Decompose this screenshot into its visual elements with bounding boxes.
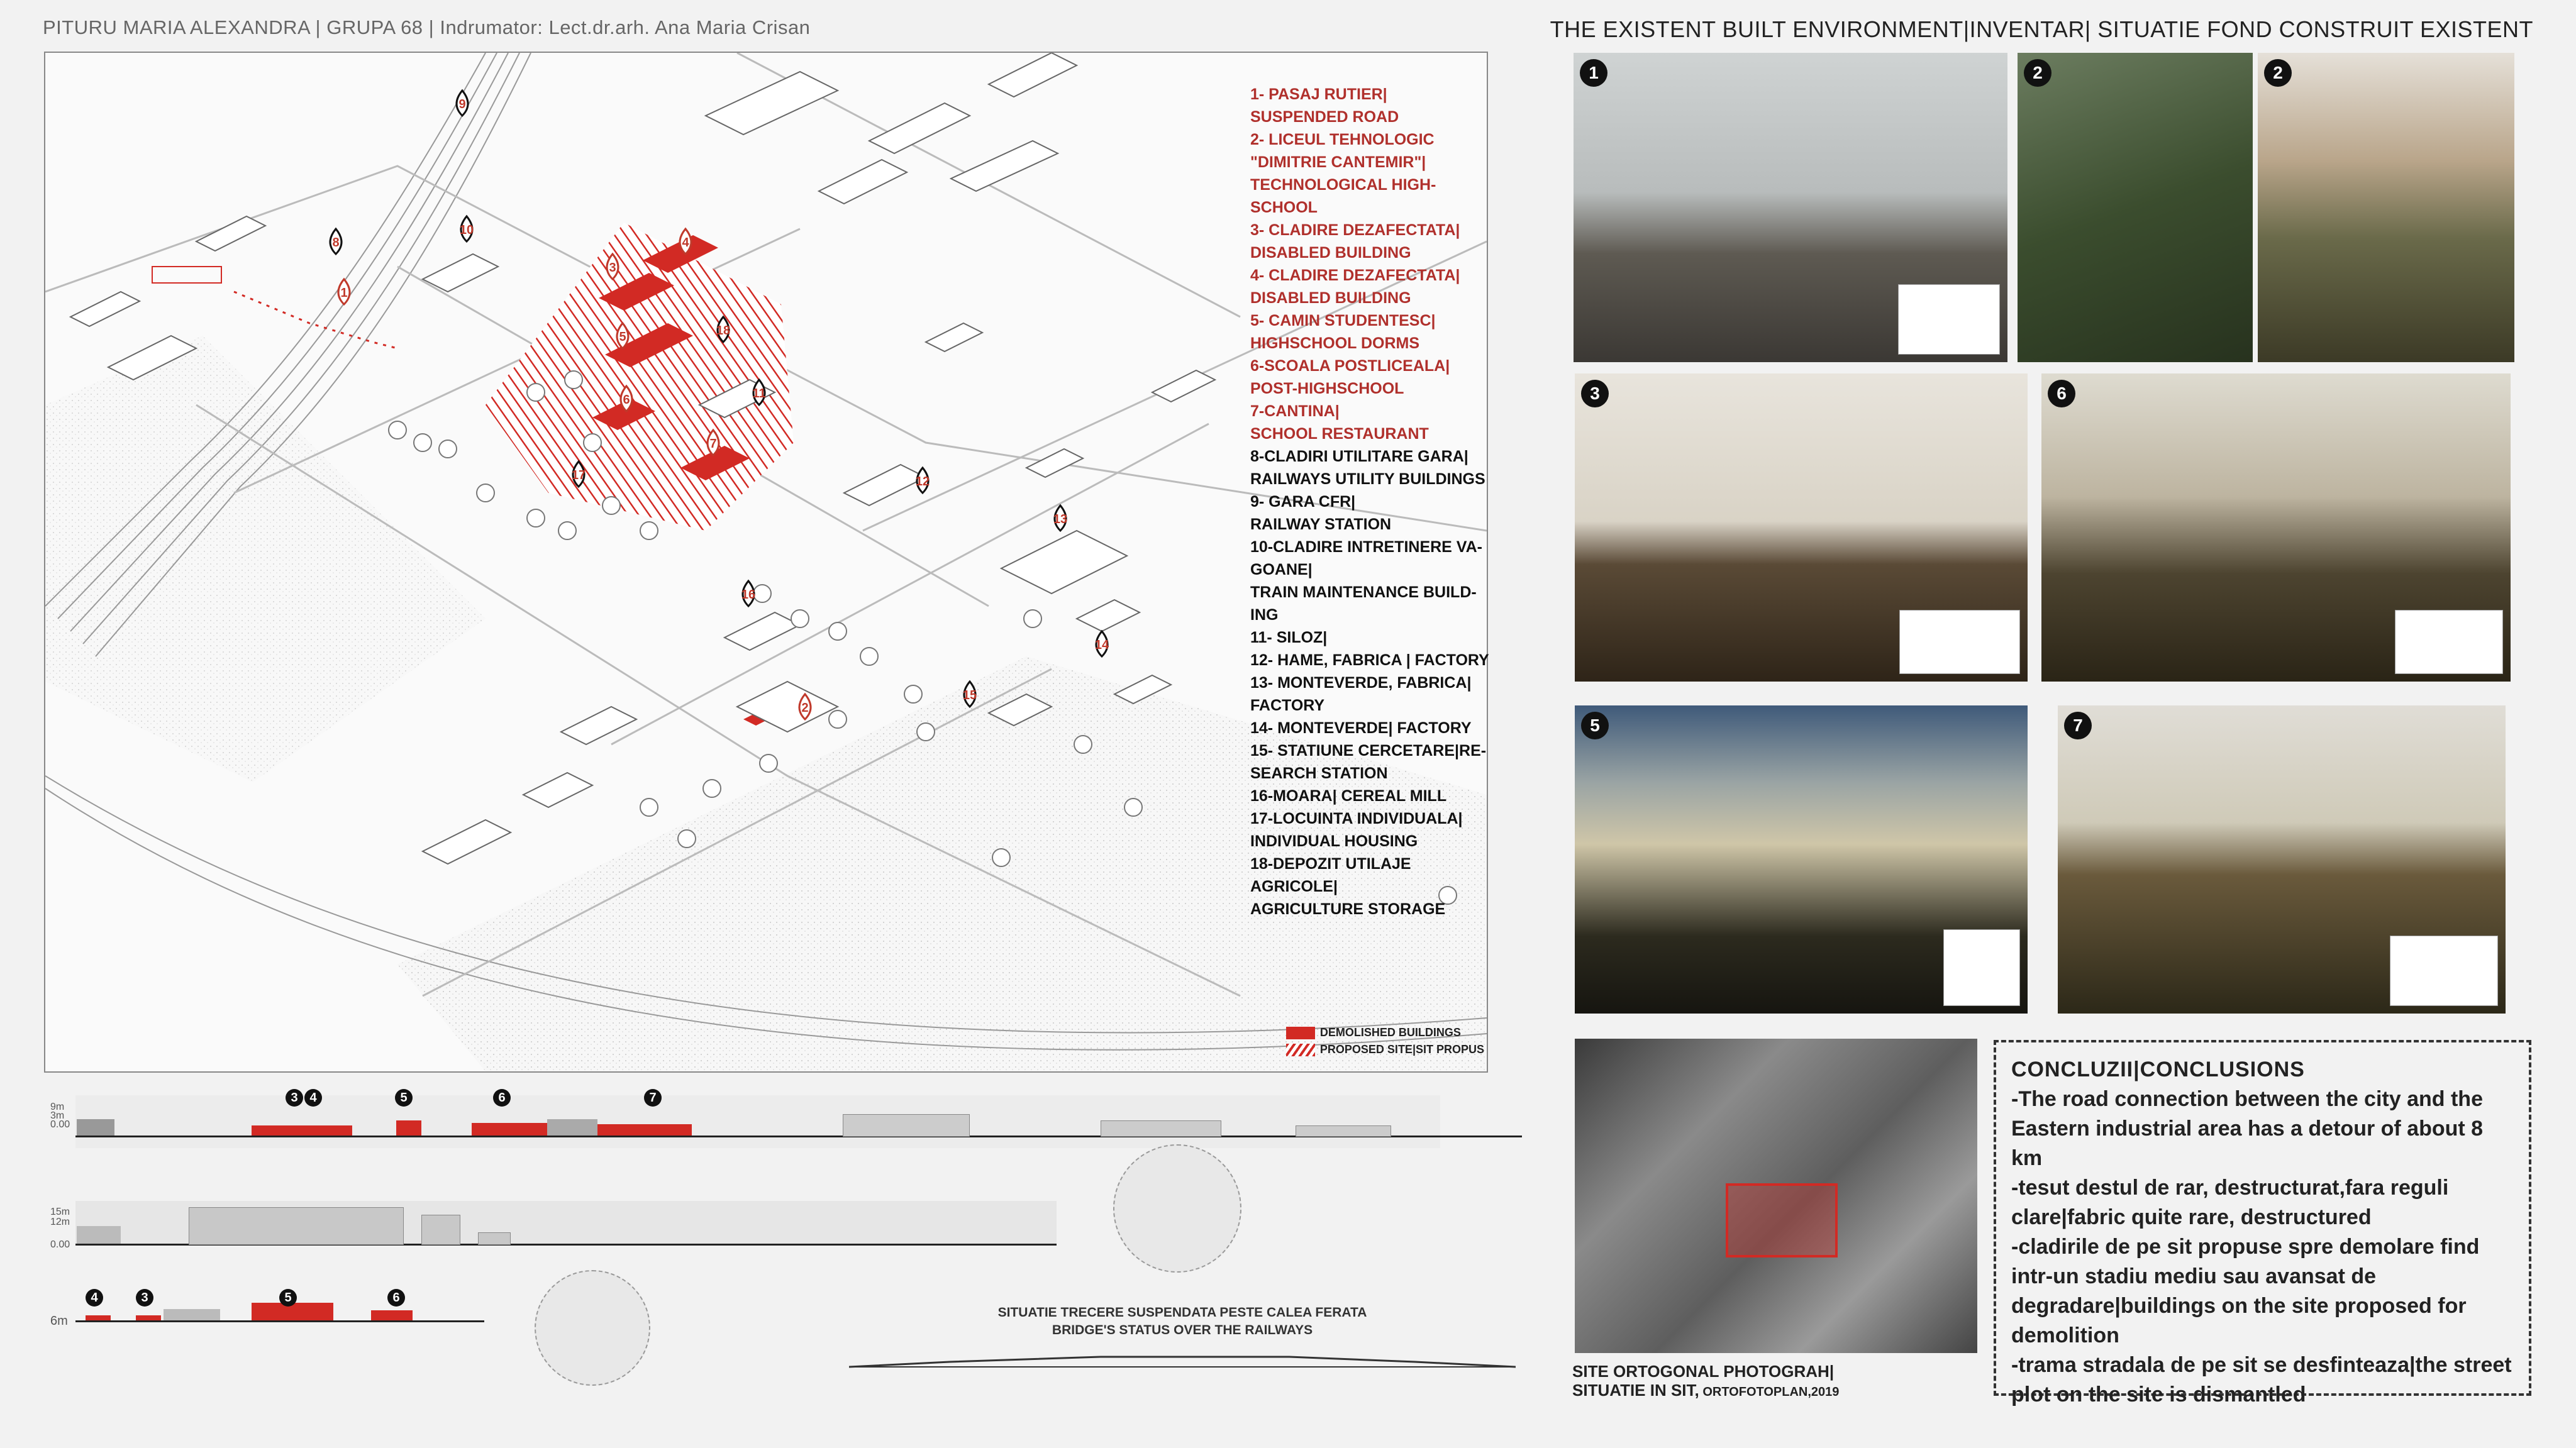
svg-text:4: 4 <box>682 236 689 250</box>
photo-number: 2 <box>2024 59 2051 87</box>
map-pin-9 <box>457 91 468 116</box>
section-marker: 5 <box>395 1089 413 1107</box>
bridge-title-en: BRIDGE'S STATUS OVER THE RAILWAYS <box>1052 1323 1313 1337</box>
section-building <box>1296 1125 1391 1137</box>
site-photo-2b <box>2258 53 2514 362</box>
legend-item: 7-CANTINA| SCHOOL RESTAURANT <box>1250 402 1429 443</box>
svg-text:18: 18 <box>716 324 731 338</box>
svg-text:7: 7 <box>709 437 717 451</box>
section-building-red <box>371 1310 413 1320</box>
site-photo-6 <box>2041 373 2511 682</box>
legend-item: 5- CAMIN STUDENTESC| HIGHSCHOOL DORMS <box>1250 312 1436 352</box>
section-building-red <box>86 1315 111 1320</box>
svg-text:11: 11 <box>752 387 766 401</box>
section-marker: 5 <box>279 1289 297 1307</box>
section-1-scale: 9m 3m 0.00 <box>50 1102 70 1130</box>
caption-main: SITE ORTOGONAL PHOTOGRAH| SITUATIE IN SIT, <box>1572 1362 1835 1400</box>
site-photo-1 <box>1574 53 2007 362</box>
section-2 <box>44 1201 1082 1251</box>
legend-item: 11- SILOZ| <box>1250 629 1328 646</box>
legend-item: 14- MONTEVERDE| FACTORY <box>1250 719 1472 737</box>
svg-text:2: 2 <box>801 701 809 715</box>
site-photo-3 <box>1575 373 2028 682</box>
demolished-swatch <box>1286 1027 1315 1039</box>
photo-number: 5 <box>1581 712 1609 739</box>
svg-text:12: 12 <box>915 475 930 489</box>
location-inset <box>2395 610 2503 674</box>
photo-number: 7 <box>2064 712 2092 739</box>
site-swatch <box>1286 1044 1315 1056</box>
key-site-label: PROPOSED SITE|SIT PROPUS <box>1319 1043 1484 1056</box>
section-2-scale: 15m 12m 0.00 <box>50 1207 70 1250</box>
conclusions-text: -The road connection between the city and the Eastern industrial area has a detour of about 8 km -tesut destul de rar, destructurat,fara reguli clare|fabric quite rare, destructured -cladirile de pe sit propuse spre demolare find intr-un stadiu mediu sau avansat de degradare|buildings on the site proposed for demolition -trama stradala de pe sit se desfinteaza|the street plot on the site is dismantled <box>2011 1087 2512 1407</box>
svg-text:1: 1 <box>340 286 348 300</box>
sections-area <box>44 1081 1491 1346</box>
location-inset <box>2390 936 2498 1006</box>
bridge-section-title <box>849 1304 1516 1339</box>
site-highlight <box>1726 1183 1838 1257</box>
photo-number: 3 <box>1581 380 1609 407</box>
caption-small: ORTOFOTOPLAN,2019 <box>1699 1385 1840 1399</box>
section-building-red <box>136 1315 161 1320</box>
legend-item: 18-DEPOZIT UTILAJE AGRICOLE| AGRICULTURE STORAGE <box>1250 855 1446 918</box>
map-pin-8 <box>330 229 341 254</box>
location-inset <box>1899 610 2020 674</box>
section-building <box>189 1207 404 1245</box>
section-marker: 4 <box>304 1089 322 1107</box>
section-2-key-plan <box>1113 1144 1241 1273</box>
section-building <box>77 1119 114 1136</box>
proposed-site-area <box>486 223 794 531</box>
section-building <box>478 1232 511 1245</box>
legend-item: 15- STATIUNE CERCETARE|RE- SEARCH STATION <box>1250 742 1487 782</box>
svg-text:13: 13 <box>1053 512 1068 526</box>
legend-item: 9- GARA CFR| RAILWAY STATION <box>1250 493 1392 533</box>
svg-text:15: 15 <box>962 688 977 702</box>
svg-text:9: 9 <box>458 97 466 111</box>
legend-item: 10-CLADIRE INTRETINERE VA- GOANE| TRAIN MAINTENANCE BUILD- ING <box>1250 538 1483 624</box>
bridge-profile <box>849 1344 1516 1369</box>
bridge-title-ro: SITUATIE TRECERE SUSPENDATA PESTE CALEA FERATA <box>997 1305 1367 1320</box>
section-building <box>77 1226 121 1244</box>
board-title: THE EXISTENT BUILT ENVIRONMENT|INVENTAR| SITUATIE FOND CONSTRUIT EXISTENT <box>1550 16 2533 42</box>
legend-item: 6-SCOALA POSTLICEALA| POST-HIGHSCHOOL <box>1250 357 1450 397</box>
section-3-key-plan <box>535 1270 650 1386</box>
conclusions-box <box>1994 1040 2531 1407</box>
svg-text:3: 3 <box>609 261 616 275</box>
legend-item: 17-LOCUINTA INDIVIDUALA| INDIVIDUAL HOUSING <box>1250 810 1463 850</box>
svg-text:17: 17 <box>571 468 586 482</box>
orthophoto <box>1575 1039 1977 1353</box>
section-building <box>1101 1120 1221 1137</box>
svg-text:10: 10 <box>459 223 474 237</box>
section-building <box>164 1309 220 1320</box>
section-building <box>421 1215 460 1245</box>
svg-text:16: 16 <box>741 588 756 602</box>
section-building <box>843 1114 970 1137</box>
map-pin-10 <box>460 216 474 241</box>
section-building-red <box>396 1120 421 1136</box>
section-marker: 6 <box>493 1089 511 1107</box>
section-1-ground <box>75 1095 1440 1148</box>
legend-item: 16-MOARA| CEREAL MILL <box>1250 787 1447 805</box>
svg-text:5: 5 <box>619 330 626 344</box>
legend-item: 1- PASAJ RUTIER| SUSPENDED ROAD <box>1250 86 1399 126</box>
svg-text:6: 6 <box>623 393 630 407</box>
section-marker: 7 <box>644 1089 662 1107</box>
legend-item: 2- LICEUL TEHNOLOGIC "DIMITRIE CANTEMIR"| TECHNOLOGICAL HIGH- SCHOOL <box>1250 131 1436 216</box>
section-marker: 4 <box>86 1289 103 1307</box>
section-marker: 3 <box>286 1089 303 1107</box>
author-header: PITURU MARIA ALEXANDRA | GRUPA 68 | Indrumator: Lect.dr.arh. Ana Maria Crisan <box>43 16 811 38</box>
map-key <box>1286 1026 1484 1056</box>
location-inset <box>1943 929 2020 1006</box>
photo-number: 2 <box>2264 59 2292 87</box>
photo-number: 1 <box>1580 59 1607 87</box>
site-photo-2a <box>2018 53 2253 362</box>
svg-text:8: 8 <box>332 236 340 250</box>
section-3-scale: 6m <box>50 1314 68 1328</box>
map-legend <box>1250 83 1502 920</box>
map-pin-13 <box>1053 506 1067 531</box>
site-photo-5 <box>1575 705 2028 1014</box>
key-demolished-label: DEMOLISHED BUILDINGS <box>1319 1026 1461 1039</box>
orthophoto-caption <box>1572 1362 1987 1401</box>
section-3-baseline <box>75 1320 484 1322</box>
legend-item: 4- CLADIRE DEZAFECTATA| DISABLED BUILDING <box>1250 267 1460 307</box>
section-building-red <box>252 1125 352 1136</box>
legend-item: 3- CLADIRE DEZAFECTATA| DISABLED BUILDING <box>1250 221 1460 262</box>
section-3 <box>44 1289 497 1339</box>
section-marker: 6 <box>387 1289 405 1307</box>
legend-item: 13- MONTEVERDE, FABRICA| FACTORY <box>1250 674 1472 714</box>
location-inset <box>1898 284 2000 355</box>
section-building <box>547 1119 597 1136</box>
legend-item: 8-CLADIRI UTILITARE GARA| RAILWAYS UTILITY BUILDINGS <box>1250 448 1485 488</box>
map-pin-16 <box>741 581 755 606</box>
section-marker: 3 <box>136 1289 153 1307</box>
section-building-red <box>597 1124 692 1136</box>
legend-item: 12- HAME, FABRICA | FACTORY <box>1250 651 1489 669</box>
map-pin-4 <box>680 229 691 254</box>
map-pin-14 <box>1095 631 1109 656</box>
map-pin-12 <box>916 468 930 493</box>
section-building-red <box>252 1303 333 1320</box>
photo-number: 6 <box>2048 380 2075 407</box>
site-photo-7 <box>2058 705 2506 1014</box>
conclusions-title: CONCLUZII|CONCLUSIONS <box>2011 1058 2305 1081</box>
section-1 <box>44 1081 1491 1144</box>
svg-text:14: 14 <box>1094 638 1109 652</box>
map-pin-1 <box>338 279 350 304</box>
